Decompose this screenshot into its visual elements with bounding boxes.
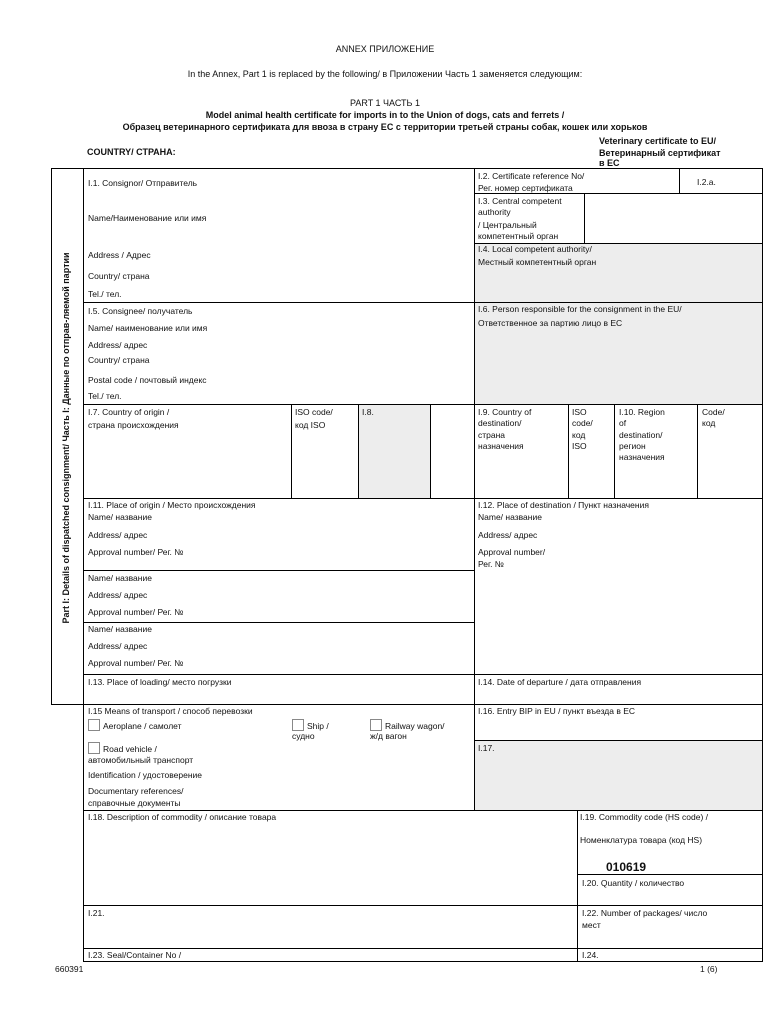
vet-cert-line3: в ЕС xyxy=(599,158,620,168)
vet-cert-line2: Ветеринарный сертификат xyxy=(599,148,721,158)
i21-label: I.21. xyxy=(88,908,105,918)
intro-text: In the Annex, Part 1 is replaced by the following/ в Приложении Часть 1 заменяется следующим: xyxy=(187,69,583,79)
responsible-person-label-ru: Ответственное за партию лицо в ЕС xyxy=(478,318,623,328)
region-label-5: назначения xyxy=(619,452,665,462)
place-loading-label: I.13. Place of loading/ место погрузки xyxy=(88,677,232,687)
i8-fill xyxy=(358,404,430,498)
commodity-description-label: I.18. Description of commodity / описание товара xyxy=(88,812,277,822)
certificate-ref-label: I.2. Certificate reference No/ xyxy=(478,171,585,181)
entry-bip-label: I.16. Entry BIP in EU / пункт въезда в ЕС xyxy=(478,706,636,716)
destination-name-label: Name/ название xyxy=(478,512,542,522)
country-origin-label-ru: страна происхождения xyxy=(88,420,179,430)
origin2-name-label: Name/ название xyxy=(88,573,152,583)
dest-country-label-4: назначения xyxy=(478,441,524,451)
consignor-label: I.1. Consignor/ Отправитель xyxy=(88,178,198,188)
i17-label: I.17. xyxy=(478,743,495,753)
title-ru: Образец ветеринарного сертификата для ввоза в страну ЕС с территории третьей страны собак, кошек или хорьков xyxy=(122,122,648,132)
road-vehicle-option[interactable] xyxy=(88,742,157,755)
dest-country-label-1: I.9. Country of xyxy=(478,407,532,417)
region-label-4: регион xyxy=(619,441,646,451)
consignee-address-label: Address/ адрес xyxy=(88,340,148,350)
page-number: 1 (6) xyxy=(700,964,718,974)
consignee-country-label: Country/ страна xyxy=(88,355,150,365)
documentary-refs-label-ru: справочные документы xyxy=(88,798,181,808)
origin1-name-label: Name/ название xyxy=(88,512,152,522)
destination-address-label: Address/ адрес xyxy=(478,530,538,540)
central-authority-label-4: компетентный орган xyxy=(478,231,559,241)
region-code-label-1: Code/ xyxy=(702,407,725,417)
packages-label: I.22. Number of packages/ число xyxy=(582,908,708,918)
i17-fill xyxy=(474,740,762,810)
origin-iso-label: ISO code/ xyxy=(295,407,333,417)
i24-label: I.24. xyxy=(582,950,599,960)
aeroplane-label: Aeroplane / самолет xyxy=(103,721,182,731)
ship-checkbox[interactable] xyxy=(292,719,304,731)
origin2-address-label: Address/ адрес xyxy=(88,590,148,600)
consignor-country-label: Country/ страна xyxy=(88,271,150,281)
ship-label-ru: судно xyxy=(292,731,315,741)
region-label-3: destination/ xyxy=(619,430,663,440)
dest-iso-label-1: ISO xyxy=(572,407,587,417)
origin3-address-label: Address/ адрес xyxy=(88,641,148,651)
origin3-approval-label: Approval number/ Рег. № xyxy=(88,658,184,668)
identification-label: Identification / удостоверение xyxy=(88,770,203,780)
railway-checkbox[interactable] xyxy=(370,719,382,731)
documentary-refs-label: Documentary references/ xyxy=(88,786,184,796)
place-destination-label: I.12. Place of destination / Пункт назначения xyxy=(478,500,649,510)
part-one-sidebar-label: Part I: Details of dispatched consignment/ Часть I: Данные по отправ-ляемой партии xyxy=(61,252,71,624)
railway-option[interactable] xyxy=(370,719,445,732)
means-transport-label: I.15 Means of transport / способ перевозки xyxy=(88,706,253,716)
i8-label: I.8. xyxy=(362,407,374,417)
aeroplane-checkbox[interactable] xyxy=(88,719,100,731)
origin2-approval-label: Approval number/ Рег. № xyxy=(88,607,184,617)
aeroplane-option[interactable] xyxy=(88,719,182,732)
road-vehicle-label-ru: автомобильный транспорт xyxy=(88,755,194,765)
consignee-postal-label: Postal code / почтовый индекс xyxy=(88,375,207,385)
origin1-address-label: Address/ адрес xyxy=(88,530,148,540)
country-label: COUNTRY/ СТРАНА: xyxy=(87,147,176,157)
dest-country-label-2: destination/ xyxy=(478,418,522,428)
destination-approval-label: Approval number/ xyxy=(478,547,546,557)
origin-iso-label-ru: код ISO xyxy=(295,420,326,430)
local-authority-label-ru: Местный компетентный орган xyxy=(478,257,597,267)
dest-iso-label-4: ISO xyxy=(572,441,587,451)
consignor-address-label: Address / Адрес xyxy=(88,250,151,260)
consignor-tel-label: Tel./ тел. xyxy=(88,289,122,299)
local-authority-label: I.4. Local competent authority/ xyxy=(478,244,592,254)
place-origin-label: I.11. Place of origin / Место происхождения xyxy=(88,500,256,510)
country-origin-label: I.7. Country of origin / xyxy=(88,407,170,417)
railway-label: Railway wagon/ xyxy=(385,721,445,731)
region-code-label-2: код xyxy=(702,418,716,428)
origin1-approval-label: Approval number/ Рег. № xyxy=(88,547,184,557)
central-authority-label-2: authority xyxy=(478,207,511,217)
quantity-label: I.20. Quantity / количество xyxy=(582,878,685,888)
road-vehicle-label: Road vehicle / xyxy=(103,744,157,754)
date-departure-label: I.14. Date of departure / дата отправления xyxy=(478,677,642,687)
i2a-label: I.2.a. xyxy=(697,177,716,187)
part-heading: PART 1 ЧАСТЬ 1 xyxy=(350,98,420,108)
origin3-name-label: Name/ название xyxy=(88,624,152,634)
annex-heading: ANNEX ПРИЛОЖЕНИЕ xyxy=(335,44,435,54)
certificate-ref-label-ru: Рег. номер сертификата xyxy=(478,183,573,193)
document-number: 660391 xyxy=(55,964,84,974)
consignee-name-label: Name/ наименование или имя xyxy=(88,323,208,333)
central-authority-label-3: / Центральный xyxy=(478,220,537,230)
responsible-person-label: I.6. Person responsible for the consignment in the EU/ xyxy=(478,304,682,314)
commodity-code-label-ru: Номенклатура товара (код HS) xyxy=(580,835,703,845)
commodity-code-value: 010619 xyxy=(606,860,647,874)
ship-label: Ship / xyxy=(307,721,329,731)
region-label-2: of xyxy=(619,418,627,428)
railway-label-ru: ж/д вагон xyxy=(370,731,407,741)
central-authority-label: I.3. Central competent xyxy=(478,196,562,206)
seal-container-label: I.23. Seal/Container No / xyxy=(88,950,182,960)
dest-iso-label-2: code/ xyxy=(572,418,593,428)
consignor-name-label: Name/Наименование или имя xyxy=(88,213,207,223)
dest-iso-label-3: код xyxy=(572,430,586,440)
road-vehicle-checkbox[interactable] xyxy=(88,742,100,754)
dest-country-label-3: страна xyxy=(478,430,506,440)
consignee-label: I.5. Consignee/ получатель xyxy=(88,306,193,316)
region-label-1: I.10. Region xyxy=(619,407,665,417)
consignee-tel-label: Tel./ тел. xyxy=(88,391,122,401)
vet-cert-line1: Veterinary certificate to EU/ xyxy=(599,136,717,146)
commodity-code-label: I.19. Commodity code (HS code) / xyxy=(580,812,709,822)
packages-label-ru: мест xyxy=(582,920,601,930)
destination-approval-label-ru: Рег. № xyxy=(478,559,504,569)
ship-option[interactable] xyxy=(292,719,329,732)
title-en: Model animal health certificate for imports in to the Union of dogs, cats and ferrets / xyxy=(205,110,565,120)
